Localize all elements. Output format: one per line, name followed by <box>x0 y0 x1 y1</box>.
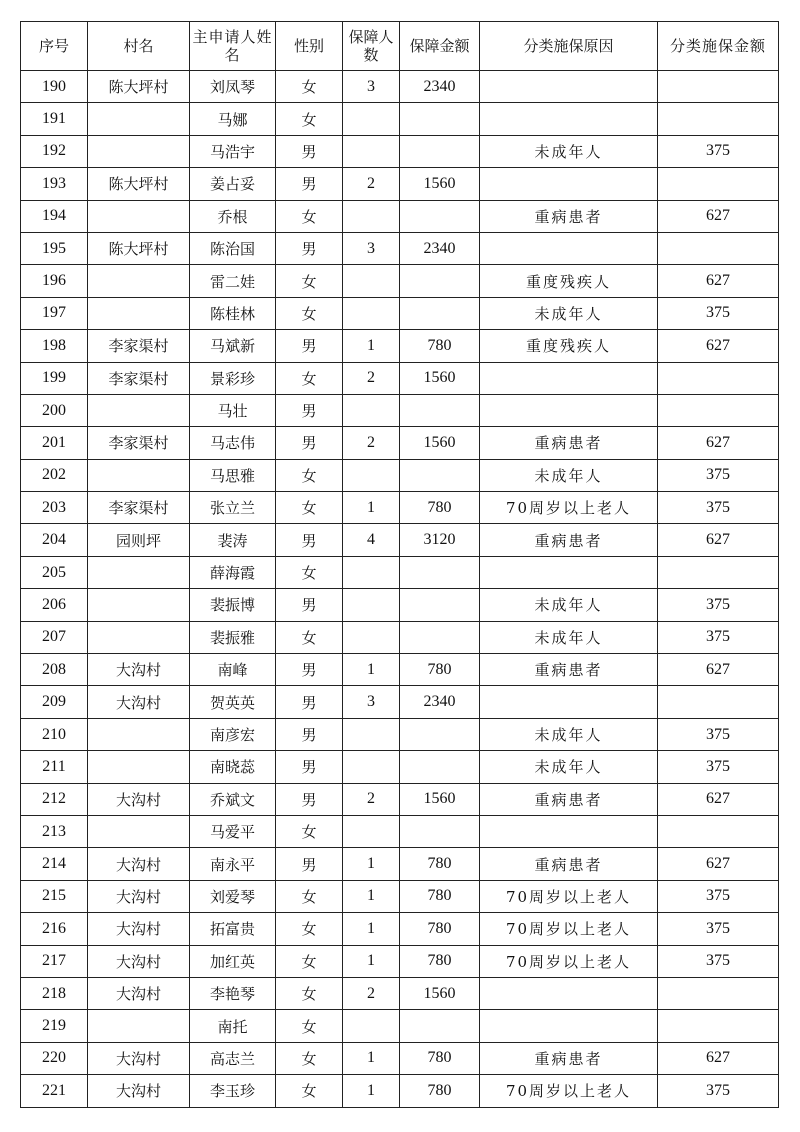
table-row <box>21 459 779 491</box>
cell-gender: 女 <box>276 977 343 1009</box>
table-row <box>21 815 779 847</box>
cell-applicant-name: 马壮 <box>190 394 276 426</box>
cell-seq: 215 <box>21 880 88 912</box>
cell-amount: 2340 <box>400 686 480 718</box>
header-row <box>21 22 779 71</box>
cell-applicant-name: 马爱平 <box>190 815 276 847</box>
header-seq: 序号 <box>21 22 88 71</box>
cell-applicant-name: 乔斌文 <box>190 783 276 815</box>
cell-seq: 203 <box>21 492 88 524</box>
cell-applicant-name: 马浩宇 <box>190 135 276 167</box>
cell-amount: 2340 <box>400 232 480 264</box>
cell-seq: 198 <box>21 330 88 362</box>
cell-gender: 女 <box>276 945 343 977</box>
cell-reason: 重病患者 <box>480 848 658 880</box>
cell-applicant-name: 刘爱琴 <box>190 880 276 912</box>
cell-class-amount <box>658 71 779 103</box>
cell-gender: 女 <box>276 556 343 588</box>
cell-gender: 女 <box>276 265 343 297</box>
cell-persons: 1 <box>343 1042 400 1074</box>
cell-village <box>88 103 190 135</box>
cell-reason <box>480 232 658 264</box>
cell-class-amount <box>658 977 779 1009</box>
cell-seq: 202 <box>21 459 88 491</box>
cell-reason <box>480 686 658 718</box>
cell-seq: 213 <box>21 815 88 847</box>
cell-reason: 未成年人 <box>480 297 658 329</box>
cell-village <box>88 1010 190 1042</box>
cell-amount <box>400 103 480 135</box>
cell-reason <box>480 103 658 135</box>
cell-persons: 3 <box>343 686 400 718</box>
cell-persons: 1 <box>343 492 400 524</box>
table-row <box>21 297 779 329</box>
cell-applicant-name: 马娜 <box>190 103 276 135</box>
table-row <box>21 945 779 977</box>
cell-applicant-name: 刘凤琴 <box>190 71 276 103</box>
cell-reason: 重病患者 <box>480 200 658 232</box>
header-class-amount: 分类施保金额 <box>658 22 779 71</box>
cell-persons <box>343 200 400 232</box>
table-row <box>21 913 779 945</box>
cell-gender: 男 <box>276 589 343 621</box>
table-row <box>21 524 779 556</box>
cell-seq: 211 <box>21 751 88 783</box>
header-amount: 保障金额 <box>400 22 480 71</box>
cell-applicant-name: 姜占妥 <box>190 168 276 200</box>
cell-village <box>88 718 190 750</box>
cell-amount: 780 <box>400 330 480 362</box>
table-row <box>21 200 779 232</box>
cell-seq: 208 <box>21 654 88 686</box>
cell-village: 陈大坪村 <box>88 232 190 264</box>
cell-applicant-name: 南彦宏 <box>190 718 276 750</box>
cell-class-amount: 627 <box>658 783 779 815</box>
cell-amount: 780 <box>400 880 480 912</box>
cell-reason: 未成年人 <box>480 135 658 167</box>
cell-amount: 3120 <box>400 524 480 556</box>
cell-amount <box>400 718 480 750</box>
cell-applicant-name: 高志兰 <box>190 1042 276 1074</box>
cell-reason <box>480 977 658 1009</box>
cell-persons: 4 <box>343 524 400 556</box>
cell-village: 陈大坪村 <box>88 71 190 103</box>
cell-gender: 女 <box>276 880 343 912</box>
cell-gender: 女 <box>276 103 343 135</box>
cell-class-amount: 375 <box>658 751 779 783</box>
cell-class-amount: 375 <box>658 913 779 945</box>
cell-applicant-name: 李艳琴 <box>190 977 276 1009</box>
cell-seq: 195 <box>21 232 88 264</box>
cell-village: 大沟村 <box>88 654 190 686</box>
cell-seq: 199 <box>21 362 88 394</box>
cell-gender: 女 <box>276 621 343 653</box>
table-row <box>21 265 779 297</box>
cell-persons <box>343 589 400 621</box>
cell-class-amount: 375 <box>658 135 779 167</box>
cell-gender: 女 <box>276 1010 343 1042</box>
cell-village: 李家渠村 <box>88 330 190 362</box>
cell-amount: 1560 <box>400 362 480 394</box>
cell-village: 大沟村 <box>88 945 190 977</box>
cell-seq: 209 <box>21 686 88 718</box>
cell-amount <box>400 621 480 653</box>
table-row <box>21 394 779 426</box>
cell-reason: 未成年人 <box>480 751 658 783</box>
cell-village: 大沟村 <box>88 913 190 945</box>
cell-applicant-name: 裴振雅 <box>190 621 276 653</box>
header-persons: 保障人数 <box>343 22 400 71</box>
table-row <box>21 135 779 167</box>
cell-reason: 未成年人 <box>480 589 658 621</box>
table-row <box>21 751 779 783</box>
cell-persons: 1 <box>343 913 400 945</box>
cell-persons: 1 <box>343 880 400 912</box>
cell-reason <box>480 556 658 588</box>
cell-persons: 1 <box>343 848 400 880</box>
cell-reason: 重度残疾人 <box>480 330 658 362</box>
cell-gender: 女 <box>276 200 343 232</box>
cell-applicant-name: 马志伟 <box>190 427 276 459</box>
cell-reason <box>480 71 658 103</box>
cell-village <box>88 265 190 297</box>
table-row <box>21 1075 779 1107</box>
cell-gender: 男 <box>276 394 343 426</box>
header-village: 村名 <box>88 22 190 71</box>
cell-class-amount: 375 <box>658 492 779 524</box>
cell-persons <box>343 1010 400 1042</box>
cell-reason: 重度残疾人 <box>480 265 658 297</box>
cell-persons <box>343 621 400 653</box>
cell-amount: 780 <box>400 848 480 880</box>
cell-gender: 女 <box>276 1075 343 1107</box>
cell-persons <box>343 297 400 329</box>
cell-gender: 女 <box>276 1042 343 1074</box>
cell-village <box>88 556 190 588</box>
cell-persons <box>343 815 400 847</box>
cell-village <box>88 135 190 167</box>
cell-persons: 2 <box>343 783 400 815</box>
cell-amount: 780 <box>400 654 480 686</box>
cell-class-amount <box>658 815 779 847</box>
cell-applicant-name: 南晓蕊 <box>190 751 276 783</box>
cell-amount: 780 <box>400 492 480 524</box>
table-row <box>21 103 779 135</box>
cell-applicant-name: 南峰 <box>190 654 276 686</box>
cell-reason: 重病患者 <box>480 427 658 459</box>
cell-class-amount <box>658 362 779 394</box>
cell-class-amount <box>658 232 779 264</box>
table-row <box>21 556 779 588</box>
table-row <box>21 783 779 815</box>
cell-reason: 70周岁以上老人 <box>480 1075 658 1107</box>
cell-amount: 780 <box>400 913 480 945</box>
cell-reason <box>480 362 658 394</box>
cell-village <box>88 589 190 621</box>
cell-amount: 780 <box>400 1042 480 1074</box>
cell-gender: 男 <box>276 718 343 750</box>
cell-class-amount: 375 <box>658 718 779 750</box>
cell-gender: 男 <box>276 848 343 880</box>
table-row <box>21 71 779 103</box>
cell-village: 大沟村 <box>88 848 190 880</box>
cell-village <box>88 751 190 783</box>
cell-amount <box>400 751 480 783</box>
cell-village: 李家渠村 <box>88 362 190 394</box>
cell-village: 大沟村 <box>88 977 190 1009</box>
cell-village: 陈大坪村 <box>88 168 190 200</box>
cell-gender: 男 <box>276 783 343 815</box>
cell-amount <box>400 556 480 588</box>
cell-reason <box>480 168 658 200</box>
cell-gender: 男 <box>276 168 343 200</box>
table-row <box>21 589 779 621</box>
table-row <box>21 1042 779 1074</box>
cell-persons <box>343 751 400 783</box>
cell-amount <box>400 135 480 167</box>
cell-gender: 男 <box>276 686 343 718</box>
cell-class-amount: 375 <box>658 880 779 912</box>
cell-class-amount: 627 <box>658 330 779 362</box>
table-row <box>21 168 779 200</box>
cell-seq: 206 <box>21 589 88 621</box>
table-row <box>21 848 779 880</box>
cell-gender: 男 <box>276 427 343 459</box>
cell-reason: 未成年人 <box>480 459 658 491</box>
cell-persons: 2 <box>343 362 400 394</box>
cell-reason <box>480 1010 658 1042</box>
cell-gender: 女 <box>276 913 343 945</box>
header-gender: 性别 <box>276 22 343 71</box>
cell-gender: 男 <box>276 232 343 264</box>
cell-seq: 212 <box>21 783 88 815</box>
cell-amount <box>400 1010 480 1042</box>
cell-amount <box>400 200 480 232</box>
cell-persons: 1 <box>343 330 400 362</box>
cell-persons: 1 <box>343 654 400 686</box>
cell-class-amount: 627 <box>658 524 779 556</box>
table-row <box>21 1010 779 1042</box>
cell-gender: 女 <box>276 362 343 394</box>
cell-village <box>88 200 190 232</box>
cell-gender: 女 <box>276 71 343 103</box>
cell-persons: 3 <box>343 232 400 264</box>
cell-amount: 2340 <box>400 71 480 103</box>
cell-applicant-name: 南永平 <box>190 848 276 880</box>
cell-seq: 217 <box>21 945 88 977</box>
cell-amount <box>400 394 480 426</box>
cell-reason: 重病患者 <box>480 1042 658 1074</box>
cell-reason: 未成年人 <box>480 718 658 750</box>
cell-applicant-name: 薛海霞 <box>190 556 276 588</box>
table-row <box>21 492 779 524</box>
cell-persons <box>343 394 400 426</box>
cell-gender: 女 <box>276 815 343 847</box>
header-reason: 分类施保原因 <box>480 22 658 71</box>
table-row <box>21 654 779 686</box>
cell-reason: 重病患者 <box>480 783 658 815</box>
cell-village <box>88 815 190 847</box>
cell-amount: 1560 <box>400 783 480 815</box>
cell-reason: 70周岁以上老人 <box>480 492 658 524</box>
cell-seq: 218 <box>21 977 88 1009</box>
cell-amount <box>400 265 480 297</box>
cell-applicant-name: 贺英英 <box>190 686 276 718</box>
cell-seq: 192 <box>21 135 88 167</box>
cell-village <box>88 394 190 426</box>
cell-persons: 3 <box>343 71 400 103</box>
cell-persons <box>343 265 400 297</box>
cell-class-amount <box>658 394 779 426</box>
cell-amount <box>400 459 480 491</box>
cell-gender: 男 <box>276 330 343 362</box>
cell-village <box>88 459 190 491</box>
cell-persons: 2 <box>343 168 400 200</box>
cell-class-amount: 627 <box>658 654 779 686</box>
cell-village <box>88 621 190 653</box>
cell-class-amount: 375 <box>658 1075 779 1107</box>
cell-class-amount <box>658 103 779 135</box>
cell-applicant-name: 裴振博 <box>190 589 276 621</box>
cell-class-amount: 375 <box>658 459 779 491</box>
table-row <box>21 880 779 912</box>
cell-village: 大沟村 <box>88 686 190 718</box>
cell-persons: 2 <box>343 427 400 459</box>
cell-applicant-name: 景彩珍 <box>190 362 276 394</box>
cell-persons <box>343 135 400 167</box>
table-row <box>21 427 779 459</box>
cell-village <box>88 297 190 329</box>
cell-persons <box>343 556 400 588</box>
cell-village: 大沟村 <box>88 783 190 815</box>
table-body <box>21 71 779 1108</box>
cell-seq: 190 <box>21 71 88 103</box>
cell-persons: 1 <box>343 945 400 977</box>
cell-amount: 1560 <box>400 168 480 200</box>
cell-amount: 780 <box>400 945 480 977</box>
cell-amount: 1560 <box>400 427 480 459</box>
cell-applicant-name: 张立兰 <box>190 492 276 524</box>
table-row <box>21 330 779 362</box>
cell-reason <box>480 394 658 426</box>
cell-seq: 197 <box>21 297 88 329</box>
cell-class-amount: 375 <box>658 297 779 329</box>
cell-class-amount <box>658 1010 779 1042</box>
header-applicant: 主申请人姓名 <box>190 22 276 71</box>
cell-applicant-name: 陈治国 <box>190 232 276 264</box>
cell-seq: 194 <box>21 200 88 232</box>
cell-seq: 219 <box>21 1010 88 1042</box>
cell-amount: 1560 <box>400 977 480 1009</box>
cell-applicant-name: 加红英 <box>190 945 276 977</box>
cell-gender: 女 <box>276 459 343 491</box>
cell-class-amount <box>658 686 779 718</box>
cell-applicant-name: 李玉珍 <box>190 1075 276 1107</box>
cell-applicant-name: 雷二娃 <box>190 265 276 297</box>
cell-seq: 204 <box>21 524 88 556</box>
cell-village: 园则坪 <box>88 524 190 556</box>
cell-seq: 207 <box>21 621 88 653</box>
cell-class-amount: 627 <box>658 427 779 459</box>
cell-seq: 221 <box>21 1075 88 1107</box>
cell-class-amount: 627 <box>658 1042 779 1074</box>
cell-persons <box>343 718 400 750</box>
cell-village: 大沟村 <box>88 880 190 912</box>
cell-seq: 205 <box>21 556 88 588</box>
cell-seq: 214 <box>21 848 88 880</box>
cell-applicant-name: 裴涛 <box>190 524 276 556</box>
cell-applicant-name: 马斌新 <box>190 330 276 362</box>
cell-applicant-name: 陈桂林 <box>190 297 276 329</box>
cell-reason: 重病患者 <box>480 524 658 556</box>
cell-seq: 220 <box>21 1042 88 1074</box>
cell-applicant-name: 马思雅 <box>190 459 276 491</box>
cell-applicant-name: 拓富贵 <box>190 913 276 945</box>
cell-seq: 196 <box>21 265 88 297</box>
cell-class-amount <box>658 556 779 588</box>
cell-amount <box>400 815 480 847</box>
cell-reason <box>480 815 658 847</box>
cell-seq: 193 <box>21 168 88 200</box>
cell-class-amount: 375 <box>658 621 779 653</box>
cell-seq: 216 <box>21 913 88 945</box>
cell-persons: 1 <box>343 1075 400 1107</box>
cell-applicant-name: 南托 <box>190 1010 276 1042</box>
cell-gender: 男 <box>276 135 343 167</box>
cell-reason: 未成年人 <box>480 621 658 653</box>
cell-amount <box>400 297 480 329</box>
cell-seq: 191 <box>21 103 88 135</box>
cell-persons: 2 <box>343 977 400 1009</box>
cell-village: 大沟村 <box>88 1042 190 1074</box>
cell-class-amount: 627 <box>658 848 779 880</box>
table-row <box>21 362 779 394</box>
cell-village: 大沟村 <box>88 1075 190 1107</box>
cell-class-amount: 375 <box>658 945 779 977</box>
table-row <box>21 718 779 750</box>
table-row <box>21 621 779 653</box>
cell-reason: 70周岁以上老人 <box>480 945 658 977</box>
table-row <box>21 232 779 264</box>
cell-amount: 780 <box>400 1075 480 1107</box>
cell-reason: 70周岁以上老人 <box>480 880 658 912</box>
cell-gender: 男 <box>276 524 343 556</box>
cell-persons <box>343 103 400 135</box>
cell-village: 李家渠村 <box>88 427 190 459</box>
cell-applicant-name: 乔根 <box>190 200 276 232</box>
cell-gender: 男 <box>276 654 343 686</box>
cell-reason: 重病患者 <box>480 654 658 686</box>
cell-seq: 200 <box>21 394 88 426</box>
subsistence-allowance-table <box>20 21 779 1108</box>
cell-gender: 女 <box>276 492 343 524</box>
cell-village: 李家渠村 <box>88 492 190 524</box>
cell-class-amount <box>658 168 779 200</box>
table-row <box>21 977 779 1009</box>
cell-class-amount: 627 <box>658 265 779 297</box>
table-row <box>21 686 779 718</box>
cell-amount <box>400 589 480 621</box>
cell-reason: 70周岁以上老人 <box>480 913 658 945</box>
cell-class-amount: 375 <box>658 589 779 621</box>
cell-gender: 女 <box>276 297 343 329</box>
cell-persons <box>343 459 400 491</box>
cell-class-amount: 627 <box>658 200 779 232</box>
cell-seq: 201 <box>21 427 88 459</box>
cell-seq: 210 <box>21 718 88 750</box>
cell-gender: 男 <box>276 751 343 783</box>
